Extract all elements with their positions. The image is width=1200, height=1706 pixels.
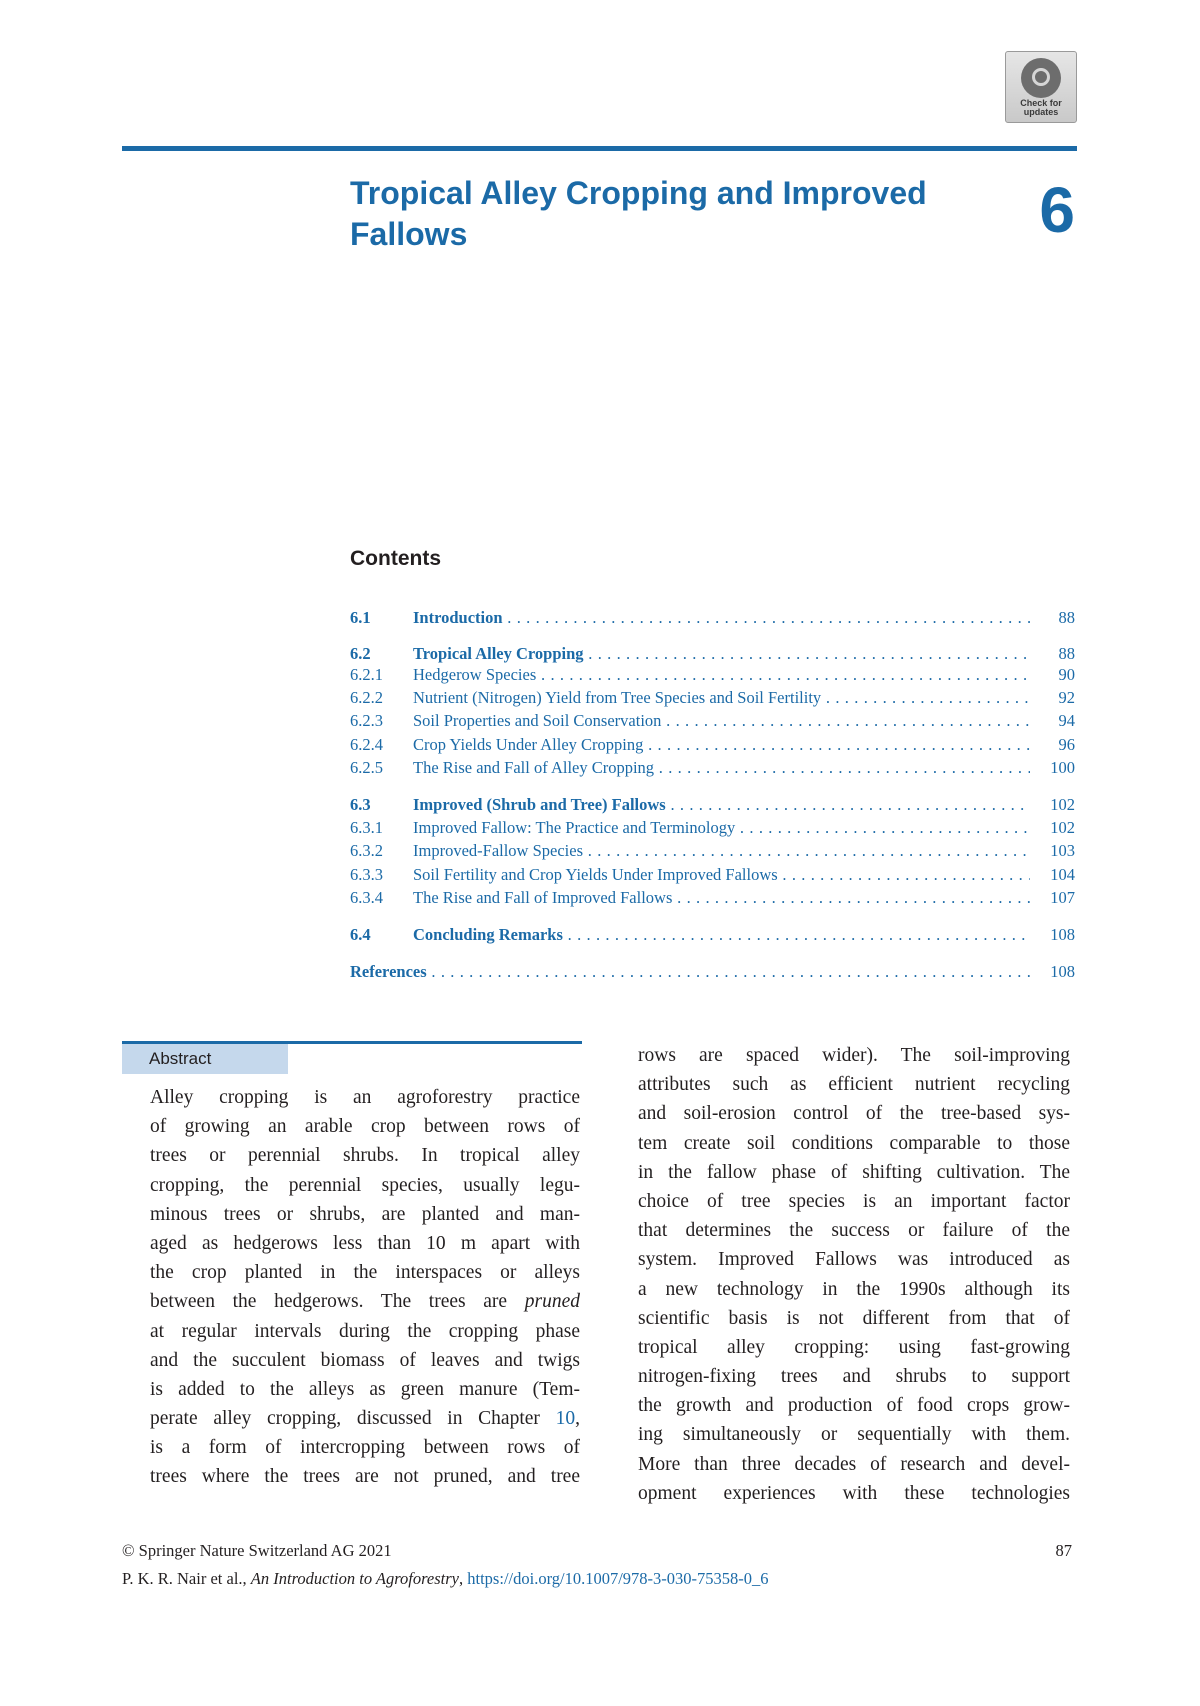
toc-entry-number: 6.3 [350,795,371,814]
toc-entry-title[interactable]: Tropical Alley Cropping [413,644,584,663]
toc-entry-title-wrap [413,607,1030,629]
abstract-line-text: between the hedgerows. The trees are [150,1291,508,1313]
toc-entry-title-wrap [413,817,1030,839]
toc-entry-title-wrap [413,710,1030,732]
abstract-line: aged as hedgerows less than 10 m apart with [150,1232,580,1254]
abstract-line: trees where the trees are not pruned, and tree [150,1466,580,1488]
abstract-line: and the succulent biomass of leaves and twigs [150,1349,580,1371]
toc-entry[interactable] [350,734,1075,756]
toc-entry[interactable] [350,794,1075,816]
toc-entry[interactable] [350,664,1075,686]
toc-entry-number: 6.3.3 [350,865,383,884]
chapter-top-rule [122,146,1077,151]
abstract-line: cropping, the perennial species, usually legu- [150,1174,580,1196]
toc-entry-page[interactable]: 108 [1050,962,1075,981]
toc-entry-title-wrap [350,961,1030,983]
toc-entry-title-wrap [413,734,1030,756]
toc-entry-page[interactable]: 104 [1050,865,1075,884]
abstract-line: in the fallow phase of shifting cultivation. The [638,1161,1070,1183]
toc-entry-number: 6.3.1 [350,818,383,837]
abstract-line: is a form of intercropping between rows of [150,1437,580,1459]
abstract-line: the crop planted in the interspaces or alleys [150,1262,580,1284]
footer-authors: P. K. R. Nair et al., [122,1569,247,1588]
toc-entry-page[interactable]: 107 [1050,888,1075,907]
footer-page-number: 87 [1055,1541,1072,1560]
abstract-column-left [150,1083,580,1492]
abstract-line: opment experiences with these technologies [638,1482,1070,1504]
toc-entry-number: 6.2.1 [350,665,383,684]
toc-entry[interactable] [350,710,1075,732]
abstract-line: that determines the success or failure of the [638,1220,1070,1242]
abstract-line: scientific basis is not different from that of [638,1307,1070,1329]
toc-entry-title-wrap [413,887,1030,909]
toc-entry-number: 6.3.2 [350,841,383,860]
footer-copyright: © Springer Nature Switzerland AG 2021 [122,1541,392,1560]
abstract-line: rows are spaced wider). The soil-improving [638,1045,1070,1066]
toc-entry-number: 6.2.3 [350,711,383,730]
toc-entry-title[interactable]: Improved (Shrub and Tree) Fallows [413,795,666,814]
toc-entry-title[interactable]: Concluding Remarks [413,925,563,944]
toc-entry-number: 6.2.4 [350,735,383,754]
toc-entry-page[interactable]: 92 [1058,688,1075,707]
toc-entry-number: 6.2 [350,644,371,663]
abstract-line: is added to the alleys as green manure (Tem- [150,1378,580,1400]
toc-entry-title[interactable]: Improved-Fallow Species [413,841,584,860]
abstract-line: of growing an arable crop between rows of [150,1116,580,1138]
abstract-line: a new technology in the 1990s although its [638,1278,1070,1300]
abstract-line: tem create soil conditions comparable to those [638,1132,1070,1154]
toc-entry-number: 6.1 [350,608,371,627]
abstract-line-text: perate alley cropping, discussed in Chapter [150,1408,540,1430]
abstract-column-right [638,1041,1070,1508]
toc-entry[interactable] [350,757,1075,779]
abstract-line: the growth and production of food crops grow- [638,1395,1070,1417]
abstract-line-pruned [150,1287,580,1316]
toc-entry-page[interactable]: 88 [1058,608,1075,627]
toc-entry[interactable] [350,864,1075,886]
toc-entry-page[interactable]: 102 [1050,795,1075,814]
toc-entry[interactable] [350,840,1075,862]
abstract-line: at regular intervals during the cropping phase [150,1320,580,1342]
toc-entry-page[interactable]: 108 [1050,925,1075,944]
toc-entry-title[interactable]: Soil Properties and Soil Conservation [413,711,662,730]
chapter-10-link[interactable]: 10 [555,1408,576,1430]
toc-entry-number: 6.2.5 [350,758,383,777]
toc-entry-title-wrap [413,643,1030,665]
toc-entry-title-wrap [413,924,1030,946]
check-for-updates-label: Check for updates [1020,98,1062,117]
toc-entry-page[interactable]: 103 [1050,841,1075,860]
toc-entry-page[interactable]: 102 [1050,818,1075,837]
toc-entry-page[interactable]: 100 [1050,758,1075,777]
toc-entry-title[interactable]: Crop Yields Under Alley Cropping [413,735,644,754]
abstract-line: ing simultaneously or sequentially with them. [638,1424,1070,1446]
toc-entry[interactable] [350,961,1075,983]
toc-entry-number: 6.3.4 [350,888,383,907]
footer-citation [122,1569,769,1589]
toc-entry-page[interactable]: 96 [1058,735,1075,754]
footer-separator: , [459,1569,464,1588]
abstract-line: tropical alley cropping: using fast-growing [638,1336,1070,1358]
toc-entry-title[interactable]: The Rise and Fall of Improved Fallows [413,888,673,907]
toc-entry-title[interactable]: The Rise and Fall of Alley Cropping [413,758,655,777]
toc-entry[interactable] [350,607,1075,629]
toc-entry-title-wrap [413,794,1030,816]
toc-entry-page[interactable]: 94 [1058,711,1075,730]
toc-entry[interactable] [350,817,1075,839]
toc-entry-title[interactable]: Improved Fallow: The Practice and Terminology [413,818,736,837]
chapter-number: 6 [1039,174,1075,246]
abstract-line: attributes such as efficient nutrient recycling [638,1074,1070,1096]
abstract-line: trees or perennial shrubs. In tropical alley [150,1145,580,1167]
abstract-line: minous trees or shrubs, are planted and man- [150,1203,580,1225]
toc-entry[interactable] [350,643,1075,665]
toc-entry-title-wrap [413,840,1030,862]
footer-book-title: An Introduction to Agroforestry [250,1569,460,1588]
toc-entry-title[interactable]: Introduction [413,608,503,627]
abstract-line-chapter-ref [150,1404,580,1433]
toc-entry-number: 6.4 [350,925,371,944]
toc-entry[interactable] [350,924,1075,946]
toc-entry-title-wrap [413,757,1030,779]
pruned-emphasis: pruned [524,1291,580,1313]
chapter-title: Tropical Alley Cropping and Improved Fallows [350,175,927,252]
toc-entry-title[interactable]: Soil Fertility and Crop Yields Under Improved Fallows [413,865,778,884]
toc-entry-title[interactable]: References [350,962,427,981]
toc-entry[interactable] [350,687,1075,709]
toc-entry-title[interactable]: Nutrient (Nitrogen) Yield from Tree Species and Soil Fertility [413,688,822,707]
abstract-label: Abstract [122,1044,288,1074]
abstract-line: and soil-erosion control of the tree-based sys- [638,1103,1070,1125]
toc-entry-title-wrap [413,664,1030,686]
toc-entry-title-wrap [413,864,1030,886]
toc-entry[interactable] [350,887,1075,909]
toc-entry-page[interactable]: 88 [1058,644,1075,663]
comma-text: , [575,1408,581,1430]
check-for-updates-badge[interactable] [1005,51,1077,123]
toc-entry-title[interactable]: Hedgerow Species [413,665,537,684]
toc-entry-number: 6.2.2 [350,688,383,707]
toc-entry-title-wrap [413,687,1030,709]
check-for-updates-icon [1021,58,1061,98]
abstract-line: Alley cropping is an agroforestry practice [150,1087,580,1108]
abstract-line: More than three decades of research and devel- [638,1453,1070,1475]
toc-entry-page[interactable]: 90 [1058,665,1075,684]
footer-doi-link[interactable]: https://doi.org/10.1007/978-3-030-75358-0_6 [467,1569,769,1588]
abstract-line: system. Improved Fallows was introduced as [638,1249,1070,1271]
abstract-line: nitrogen-fixing trees and shrubs to support [638,1366,1070,1388]
abstract-line: choice of tree species is an important factor [638,1190,1070,1212]
contents-heading: Contents [350,547,441,570]
